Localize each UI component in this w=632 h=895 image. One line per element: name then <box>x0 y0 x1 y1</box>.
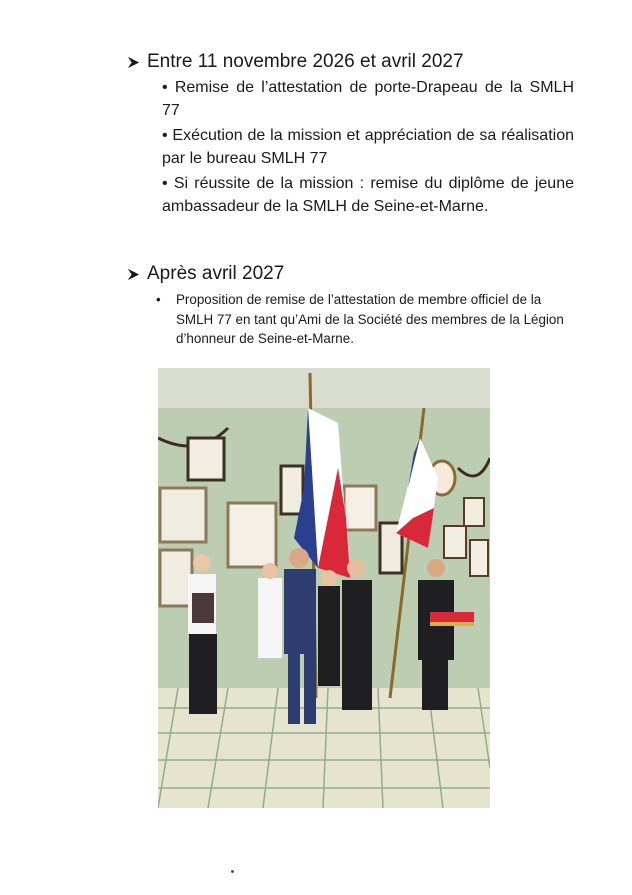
page-mark <box>231 870 234 873</box>
flag-bearers-illustration <box>158 368 490 808</box>
bullet-list-2026 <box>162 76 574 220</box>
ceremony-photo <box>158 368 490 808</box>
bullet-dot: • <box>156 292 161 307</box>
list-item: • Remise de l’attestation de porte-Drapeau de la SMLH 77 <box>162 79 574 119</box>
section-heading-text: Entre 11 novembre 2026 et avril 2027 <box>147 51 464 72</box>
list-item: • Exécution de la mission et appréciation de sa réalisation par le bureau SMLH 77 <box>162 127 574 167</box>
list-item-text: Proposition de remise de l’attestation de membre officiel de la SMLH 77 en tant qu’Ami de la Société des membres de la Légion d’honneur de Seine-et-Marne. <box>176 292 564 346</box>
list-item <box>156 290 566 349</box>
section-heading-text: Après avril 2027 <box>147 263 285 284</box>
arrow-bullet-icon <box>126 267 141 282</box>
section-heading-after-april <box>126 262 284 286</box>
arrow-bullet-icon <box>126 55 141 70</box>
section-heading-2026 <box>126 50 464 74</box>
bullet-list-after-april <box>156 290 566 349</box>
list-item: • Si réussite de la mission : remise du diplôme de jeune ambassadeur de la SMLH de Seine-et-Marne. <box>162 175 574 215</box>
